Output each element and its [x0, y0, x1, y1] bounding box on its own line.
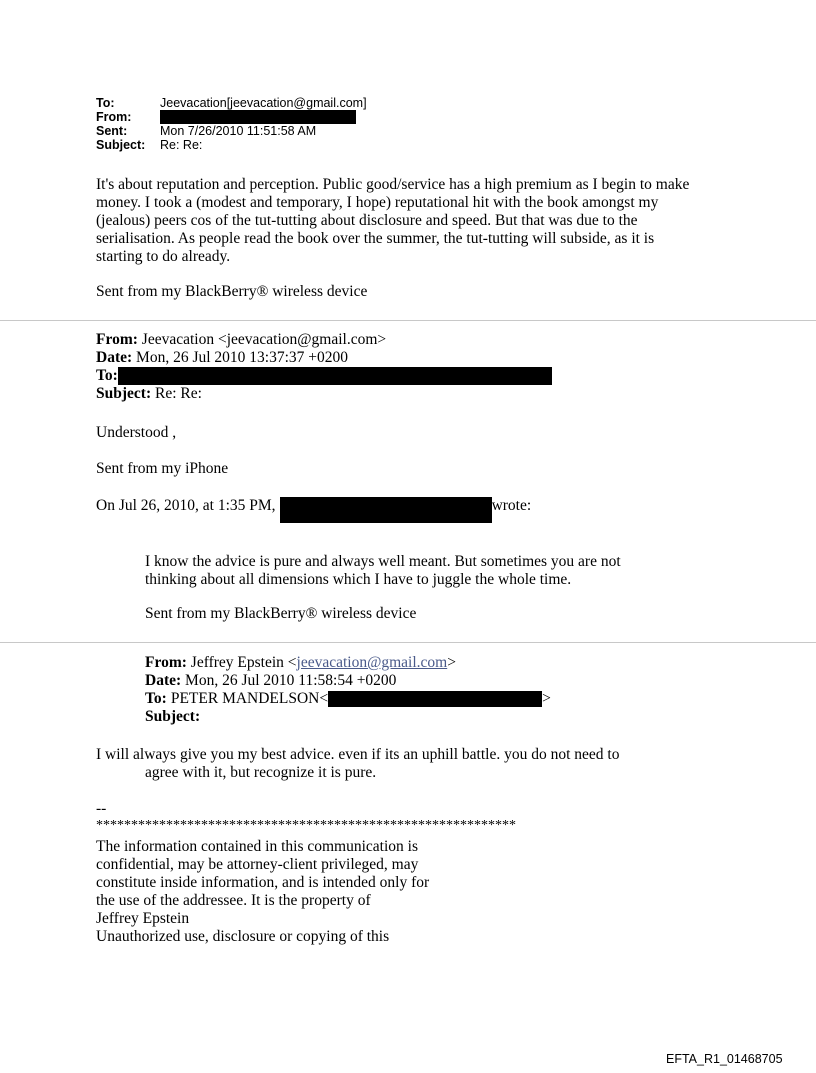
subject-label: Subject: — [96, 138, 146, 152]
from-row — [145, 654, 551, 672]
body-line: starting to do already. — [96, 248, 231, 265]
divider — [0, 320, 816, 321]
from-row — [96, 331, 552, 349]
signature: Sent from my BlackBerry® wireless device — [96, 283, 368, 300]
to-row — [145, 690, 551, 708]
date-value: Mon, 26 Jul 2010 13:37:37 +0200 — [136, 349, 349, 366]
to-label: To: — [96, 96, 115, 110]
body-line: (jealous) peers cos of the tut-tutting about disclosure and speed. But that was due to the — [96, 212, 638, 229]
to-label: To: — [96, 367, 118, 384]
reply-body: I will always give you my best advice. even if its an uphill battle. you do not need to — [96, 746, 620, 763]
sent-row — [96, 124, 367, 138]
body-line: It's about reputation and perception. Public good/service has a high premium as I begin to make — [96, 176, 690, 193]
signature: Sent from my BlackBerry® wireless device — [145, 605, 417, 622]
quoted-body — [145, 553, 621, 589]
quote-intro-prefix: On Jul 26, 2010, at 1:35 PM, — [96, 497, 276, 514]
date-value: Mon, 26 Jul 2010 11:58:54 +0200 — [185, 672, 397, 689]
subject-value: Re: Re: — [154, 385, 202, 402]
quote-intro-suffix: wrote: — [491, 497, 532, 514]
date-row — [96, 349, 552, 367]
body-line: I know the advice is pure and always well meant. But sometimes you are not — [145, 553, 621, 570]
email-header — [96, 96, 367, 152]
dash-separator: -- — [96, 800, 107, 817]
sent-value: Mon 7/26/2010 11:51:58 AM — [160, 124, 317, 138]
to-value: Jeevacation[jeevacation@gmail.com] — [160, 96, 367, 110]
from-name: Jeffrey Epstein < — [190, 654, 297, 671]
document-id: EFTA_R1_01468705 — [666, 1052, 783, 1066]
disclaimer-line: Unauthorized use, disclosure or copying of this — [96, 928, 390, 945]
quoted-header — [145, 654, 551, 726]
to-row — [96, 367, 552, 385]
from-close: > — [447, 654, 456, 671]
subject-value: Re: Re: — [160, 138, 203, 152]
disclaimer-line: confidential, may be attorney-client privileged, may — [96, 856, 419, 873]
from-label: From: — [145, 654, 187, 671]
body-line: money. I took a (modest and temporary, I hope) reputational hit with the book amongst my — [96, 194, 659, 211]
signature: Sent from my iPhone — [96, 460, 229, 477]
to-row — [96, 96, 367, 110]
disclaimer-text — [96, 838, 429, 946]
subject-label: Subject: — [96, 385, 152, 402]
body-line: serialisation. As people read the book over the summer, the tut-tutting will subside, as it is — [96, 230, 655, 247]
redaction-bar — [118, 367, 552, 385]
date-label: Date: — [145, 672, 182, 689]
from-row — [96, 110, 367, 124]
star-separator: ************************************************************ — [96, 818, 516, 833]
reply-body: Understood , — [96, 424, 177, 441]
date-row — [145, 672, 551, 690]
from-label: From: — [96, 331, 138, 348]
to-value: PETER MANDELSON< — [170, 690, 329, 707]
date-label: Date: — [96, 349, 133, 366]
redaction-bar — [160, 110, 356, 124]
disclaimer-line: constitute inside information, and is intended only for — [96, 874, 430, 891]
disclaimer-line: Jeffrey Epstein — [96, 910, 190, 927]
subject-row — [96, 138, 367, 152]
from-value: Jeevacation <jeevacation@gmail.com> — [141, 331, 387, 348]
quote-intro — [96, 497, 531, 523]
to-label: To: — [145, 690, 167, 707]
redaction-bar — [280, 497, 492, 523]
redaction-bar — [328, 691, 542, 707]
subject-row — [145, 708, 551, 726]
from-label: From: — [96, 110, 132, 124]
body-line: thinking about all dimensions which I have to juggle the whole time. — [145, 571, 572, 588]
disclaimer-line: the use of the addressee. It is the property of — [96, 892, 371, 909]
email-link[interactable]: jeevacation@gmail.com — [296, 654, 448, 671]
reply-body-continued: agree with it, but recognize it is pure. — [145, 764, 377, 781]
to-close: > — [542, 690, 551, 707]
subject-label: Subject: — [145, 708, 201, 725]
subject-row — [96, 385, 552, 403]
message-body — [96, 176, 736, 266]
divider — [0, 642, 816, 643]
disclaimer-line: The information contained in this communication is — [96, 838, 418, 855]
sent-label: Sent: — [96, 124, 128, 138]
quoted-header — [96, 331, 552, 403]
